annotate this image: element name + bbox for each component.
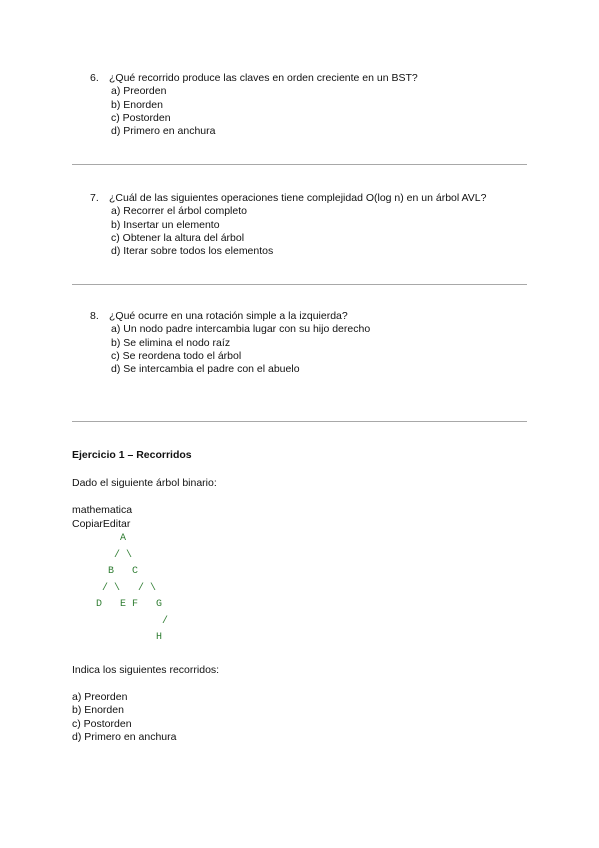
question-7	[90, 192, 486, 258]
question-8-stem	[90, 310, 370, 323]
question-6-stem	[90, 72, 418, 85]
code-language-label: mathematica	[72, 504, 133, 516]
option-c: c) Postorden	[111, 111, 171, 124]
exercise-title: Ejercicio 1 – Recorridos	[72, 449, 192, 461]
question-7-stem	[90, 192, 486, 205]
answer-a: a) Preorden	[72, 690, 128, 703]
option-b: b) Insertar un elemento	[111, 218, 220, 231]
question-6	[90, 72, 418, 138]
exercise-intro: Dado el siguiente árbol binario:	[72, 477, 217, 489]
option-a: a) Un nodo padre intercambia lugar con su hijo derecho	[111, 323, 371, 336]
option-d: d) Iterar sobre todos los elementos	[111, 245, 274, 258]
question-text: ¿Qué ocurre en una rotación simple a la izquierda?	[109, 310, 348, 322]
answer-list	[72, 691, 532, 745]
option-a: a) Recorrer el árbol completo	[111, 205, 247, 218]
option-c: c) Obtener la altura del árbol	[111, 231, 245, 244]
option-b: b) Se elimina el nodo raíz	[111, 336, 231, 349]
question-text: ¿Qué recorrido produce las claves en orden creciente en un BST?	[109, 72, 418, 84]
option-a: a) Preorden	[111, 85, 167, 98]
copy-edit-actions[interactable]: CopiarEditar	[72, 517, 131, 530]
section-divider	[72, 164, 527, 165]
exercise-1	[72, 448, 532, 745]
section-divider	[72, 284, 527, 285]
option-d: d) Primero en anchura	[111, 125, 216, 138]
answer-c: c) Postorden	[72, 717, 132, 730]
answer-d: d) Primero en anchura	[72, 731, 177, 743]
question-number: 8.	[90, 310, 99, 322]
question-text: ¿Cuál de las siguientes operaciones tiene complejidad O(log n) en un árbol AVL?	[109, 192, 487, 204]
option-b: b) Enorden	[111, 98, 163, 111]
question-number: 7.	[90, 192, 99, 204]
exercise-prompt: Indica los siguientes recorridos:	[72, 663, 220, 676]
option-d: d) Se intercambia el padre con el abuelo	[111, 363, 300, 376]
section-divider	[72, 421, 527, 422]
answer-b: b) Enorden	[72, 704, 124, 716]
option-c: c) Se reordena todo el árbol	[111, 349, 242, 362]
question-8	[90, 310, 370, 376]
question-number: 6.	[90, 72, 99, 84]
binary-tree-code: A / \ B C / \ / \ D E F G / H	[96, 533, 169, 643]
